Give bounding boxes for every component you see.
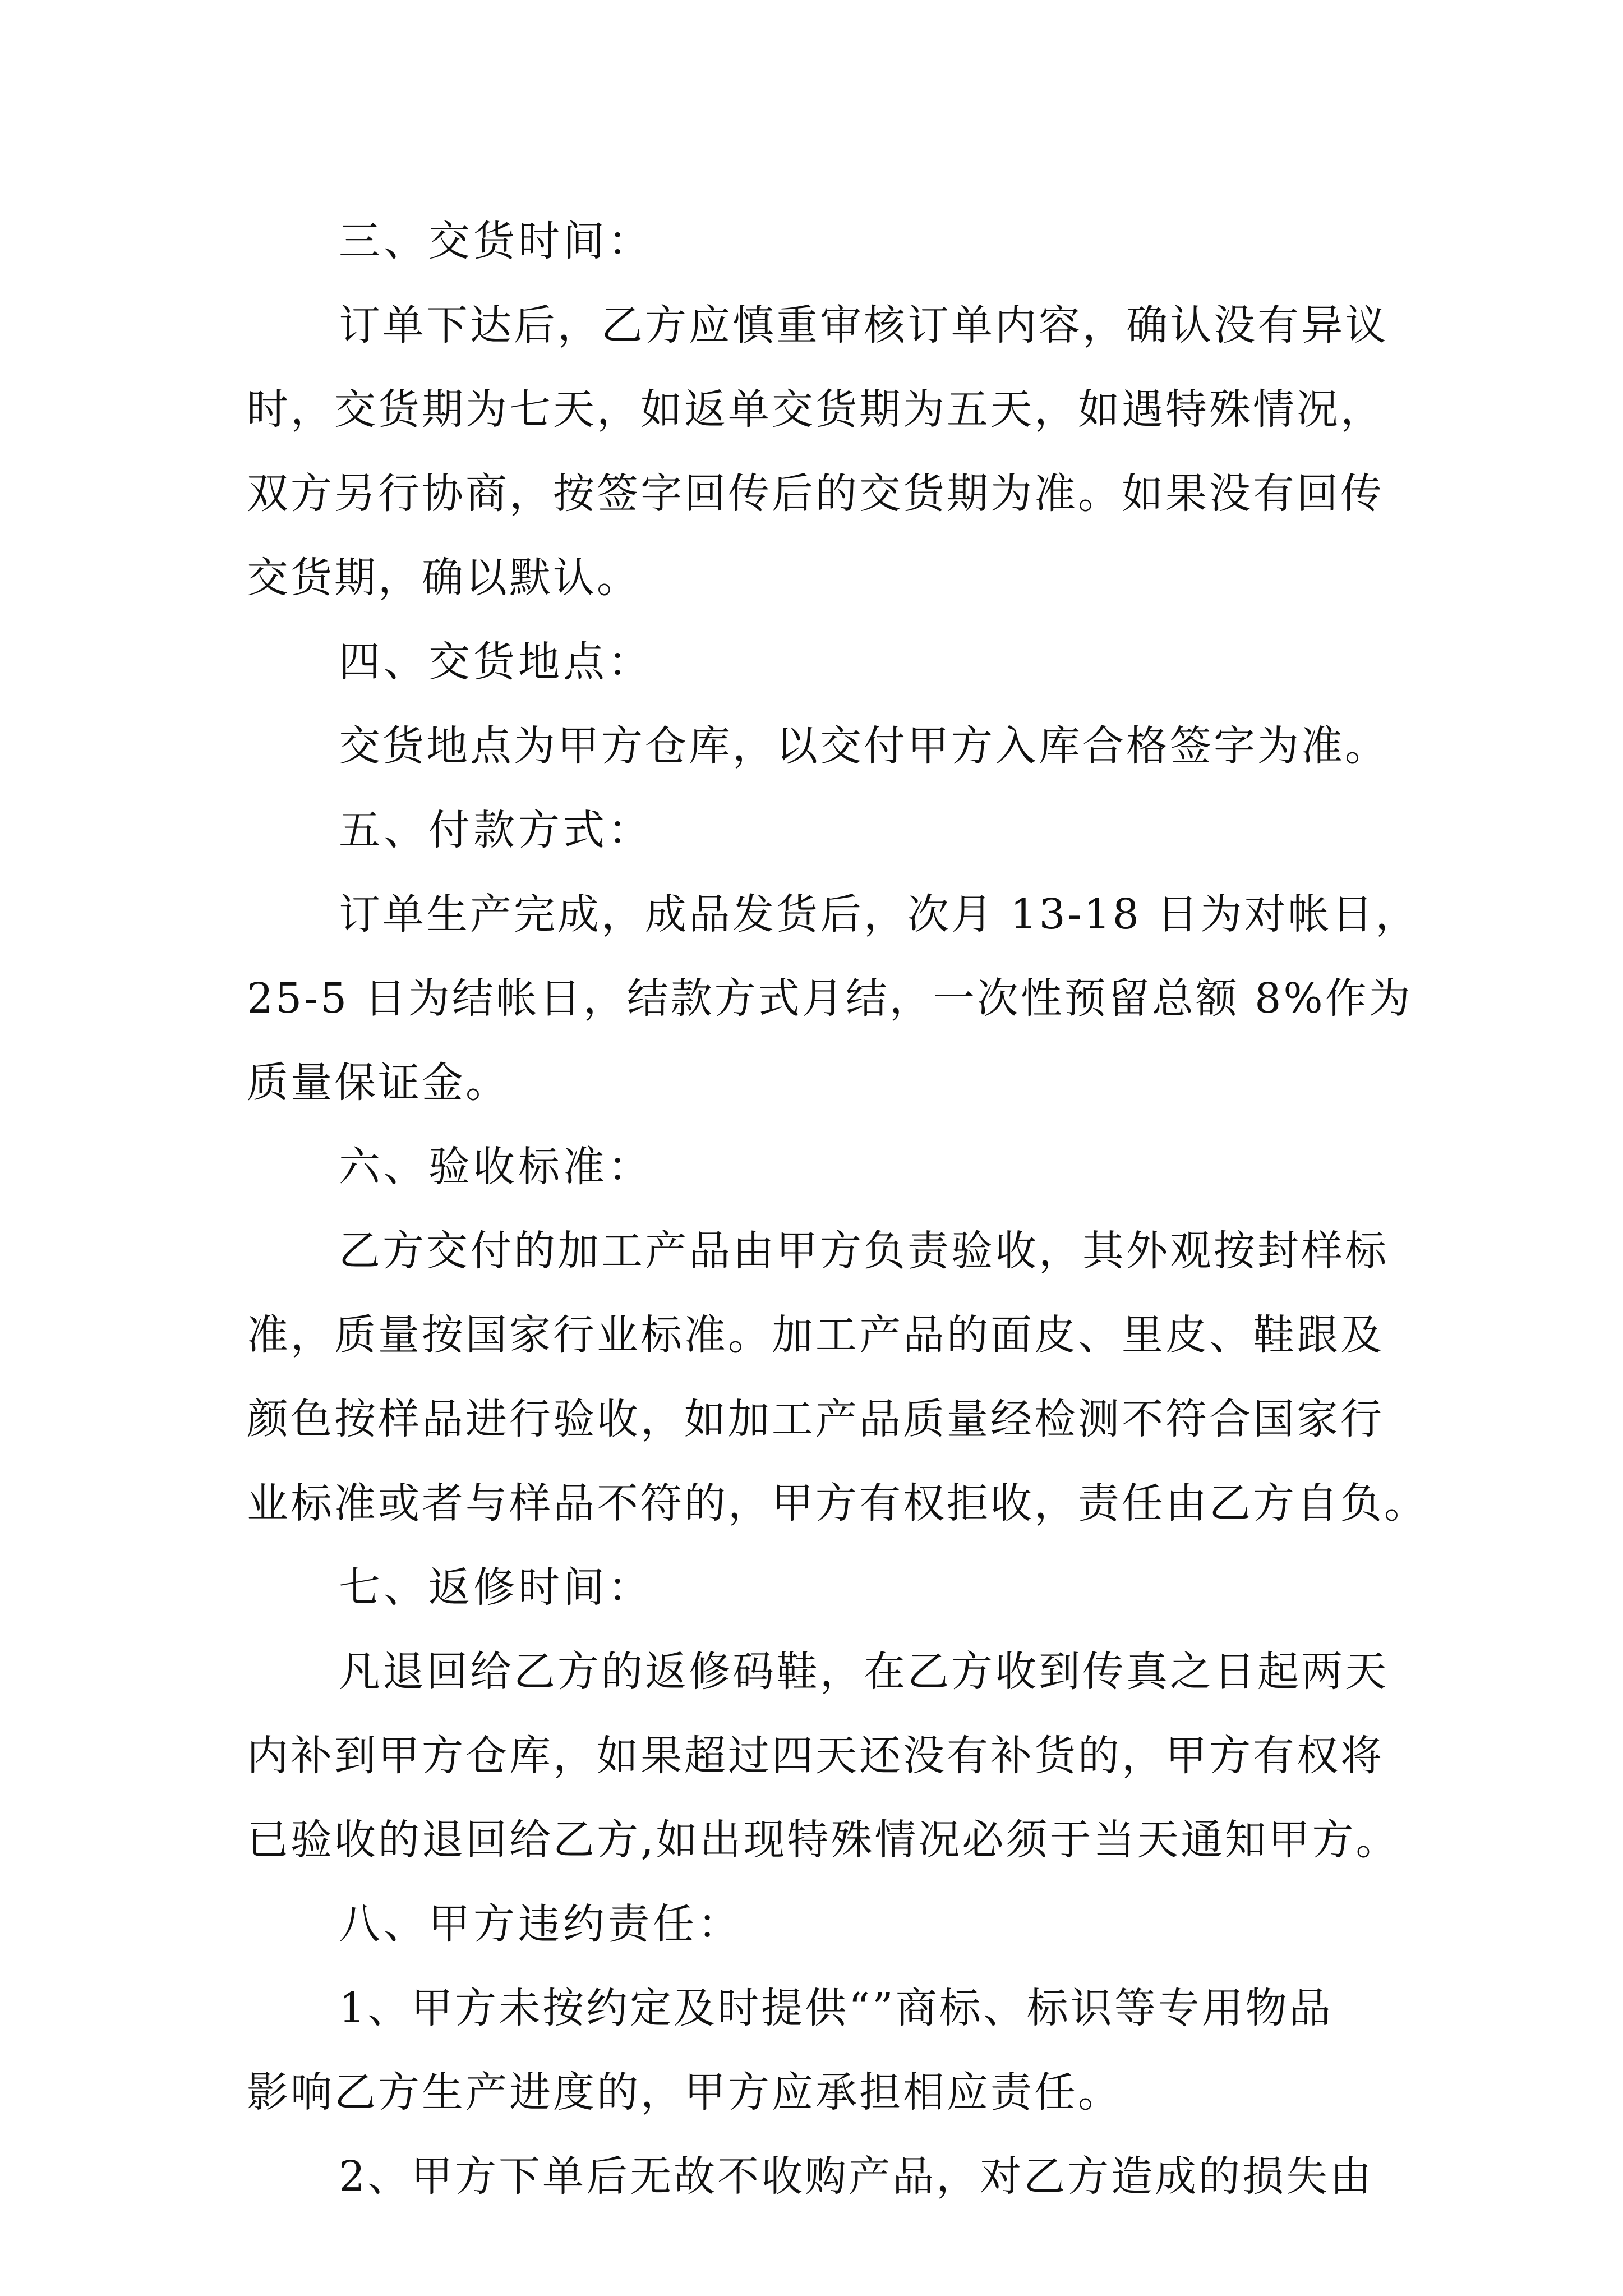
paragraph-line: 已验收的退回给乙方,如出现特殊情况必须于当天通知甲方。 <box>247 1816 1400 1864</box>
paragraph-line: 25-5 日为结帐日，结款方式月结，一次性预留总额 8%作为 <box>247 974 1413 1023</box>
section-heading-payment-method: 五、付款方式： <box>339 806 653 854</box>
paragraph-line: 质量保证金。 <box>247 1059 509 1107</box>
paragraph-line: 颜色按样品进行验收，如加工产品质量经检测不符合国家行 <box>247 1395 1384 1443</box>
paragraph-line: 订单生产完成，成品发货后，次月 13-18 日为对帐日， <box>339 890 1419 938</box>
section-heading-party-a-breach: 八、甲方违约责任： <box>339 1900 743 1948</box>
section-heading-delivery-place: 四、交货地点： <box>339 638 653 686</box>
paragraph-line: 2、甲方下单后无故不收购产品，对乙方造成的损失由 <box>339 2152 1374 2201</box>
paragraph-line: 乙方交付的加工产品由甲方负责验收，其外观按封样标 <box>339 1227 1389 1275</box>
paragraph-line: 时，交货期为七天，如返单交货期为五天，如遇特殊情况， <box>247 385 1384 434</box>
paragraph-line: 订单下达后，乙方应慎重审核订单内容，确认没有异议 <box>339 301 1389 349</box>
paragraph-line: 交货期，确以默认。 <box>247 554 640 602</box>
section-heading-delivery-time: 三、交货时间： <box>339 217 653 265</box>
paragraph-line: 影响乙方生产进度的，甲方应承担相应责任。 <box>247 2068 1122 2116</box>
paragraph-line: 业标准或者与样品不符的，甲方有权拒收，责任由乙方自负。 <box>247 1479 1428 1527</box>
paragraph-line: 1、甲方未按约定及时提供“”商标、标识等专用物品 <box>339 1984 1333 2032</box>
paragraph-line: 准，质量按国家行业标准。加工产品的面皮、里皮、鞋跟及 <box>247 1311 1384 1359</box>
paragraph-line: 凡退回给乙方的返修码鞋，在乙方收到传真之日起两天 <box>339 1648 1389 1696</box>
paragraph-line: 双方另行协商，按签字回传后的交货期为准。如果没有回传 <box>247 470 1384 518</box>
paragraph-line: 内补到甲方仓库，如果超过四天还没有补货的，甲方有权将 <box>247 1732 1384 1780</box>
paragraph-line: 交货地点为甲方仓库，以交付甲方入库合格签字为准。 <box>339 722 1389 770</box>
section-heading-repair-time: 七、返修时间： <box>339 1563 653 1612</box>
section-heading-acceptance-standard: 六、验收标准： <box>339 1143 653 1191</box>
